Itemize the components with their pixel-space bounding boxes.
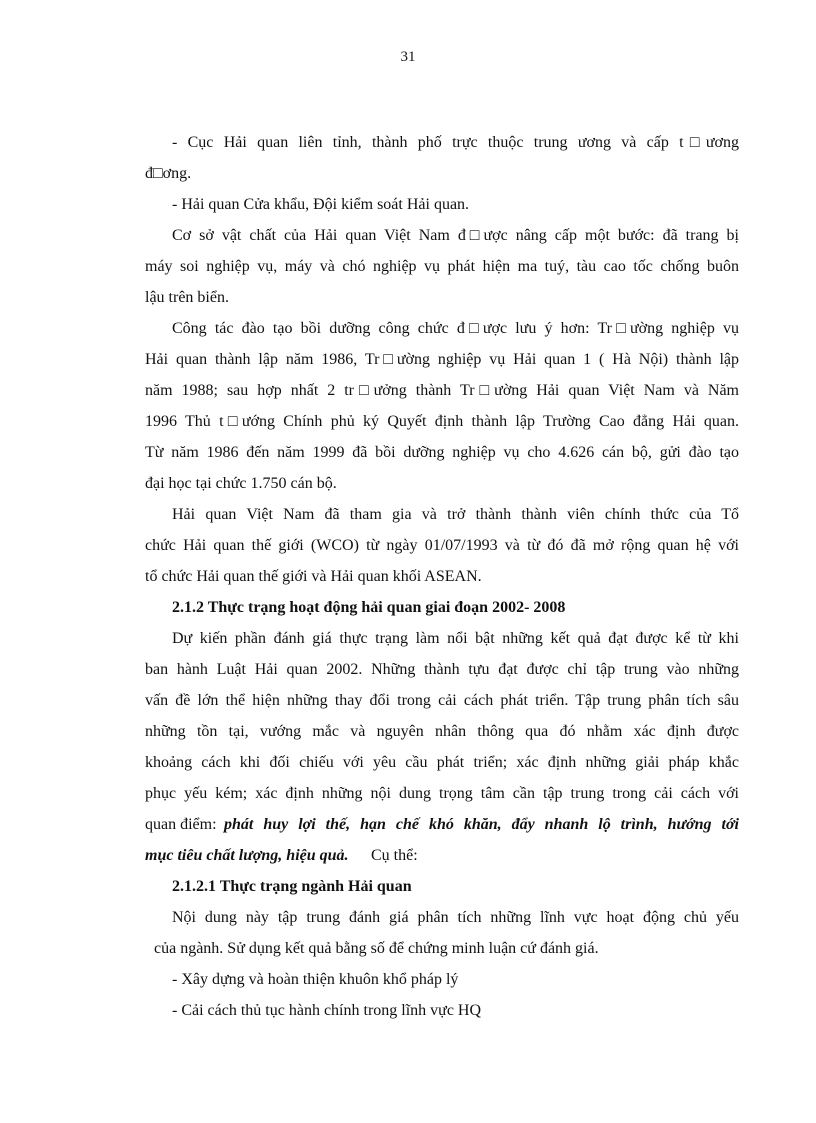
text-line: quan điểm:	[145, 816, 217, 833]
text-line: Nội dung này tập trung đánh giá phân tích những lĩnh vực hoạt động chủ yếu	[172, 909, 739, 926]
text-line: những tồn tại, vướng mắc và nguyên nhân thông qua đó nhằm xác định được	[145, 723, 739, 740]
text-line: Hải quan thành lập năm 1986, Tr□ường nghiệp vụ Hải quan 1 ( Hà Nội) thành lập	[145, 351, 739, 368]
text-line: - Hải quan Cửa khẩu, Đội kiểm soát Hải quan.	[172, 196, 470, 213]
text-line: Cụ thể:	[371, 847, 418, 864]
text-line: đại học tại chức 1.750 cán bộ.	[145, 475, 337, 492]
list-item: - Xây dựng và hoàn thiện khuôn khổ pháp lý	[172, 971, 459, 988]
text-line: Cơ sở vật chất của Hải quan Việt Nam đ□ược nâng cấp một bước: đã trang bị	[172, 227, 739, 244]
text-line: Dự kiến phần đánh giá thực trạng làm nổi bật những kết quả đạt được kể từ khi	[172, 630, 739, 647]
text-line: đ□ơng.	[145, 165, 192, 182]
text-line: lậu trên biển.	[145, 289, 229, 306]
text-line: tổ chức Hải quan thế giới và Hải quan khối ASEAN.	[145, 568, 482, 585]
emphasis-text: phát huy lợi thế, hạn chế khó khăn, đẩy nhanh lộ trình, hướng tới	[224, 816, 739, 833]
text-line: vấn đề lớn thể hiện những thay đổi trong cải cách phát triển. Tập trung phân tích sâu	[145, 692, 739, 709]
page-number: 31	[400, 49, 416, 65]
text-line: ban hành Luật Hải quan 2002. Những thành tựu đạt được chỉ tập trung vào những	[145, 661, 739, 678]
text-line: Công tác đào tạo bồi dưỡng công chức đ□ược lưu ý hơn: Tr□ường nghiệp vụ	[172, 320, 739, 337]
text-line: Từ năm 1986 đến năm 1999 đã bồi dưỡng nghiệp vụ cho 4.626 cán bộ, gửi đào tạo	[145, 444, 739, 461]
subsection-heading: 2.1.2.1 Thực trạng ngành Hải quan	[172, 878, 412, 895]
text-line: năm 1988; sau hợp nhất 2 tr□ưởng thành Tr□ường Hải quan Việt Nam và Năm	[145, 382, 739, 399]
text-line: máy soi nghiệp vụ, máy và chó nghiệp vụ phát hiện ma tuý, tàu cao tốc chống buôn	[145, 258, 739, 275]
text-line: chức Hải quan thế giới (WCO) từ ngày 01/07/1993 và từ đó đã mở rộng quan hệ với	[145, 537, 739, 554]
text-line: - Cục Hải quan liên tỉnh, thành phố trực thuộc trung ương và cấp t□ương	[172, 134, 739, 151]
section-heading: 2.1.2 Thực trạng hoạt động hải quan giai đoạn 2002- 2008	[172, 599, 566, 616]
list-item: - Cải cách thủ tục hành chính trong lĩnh vực HQ	[172, 1002, 482, 1019]
text-line: Hải quan Việt Nam đã tham gia và trở thành thành viên chính thức của Tổ	[172, 506, 739, 523]
emphasis-text: mục tiêu chất lượng, hiệu quả.	[145, 847, 349, 864]
text-line: của ngành. Sử dụng kết quả bằng số để chứng minh luận cứ đánh giá.	[154, 940, 599, 957]
text-line: khoảng cách khi đối chiếu với yêu cầu phát triển; xác định những giải pháp khắc	[145, 754, 739, 771]
text-line: 1996 Thủ t□ướng Chính phủ ký Quyết định thành lập Trường Cao đẳng Hải quan.	[145, 413, 739, 430]
text-line: phục yếu kém; xác định những nội dung trọng tâm cần tập trung trong cải cách với	[145, 785, 739, 802]
